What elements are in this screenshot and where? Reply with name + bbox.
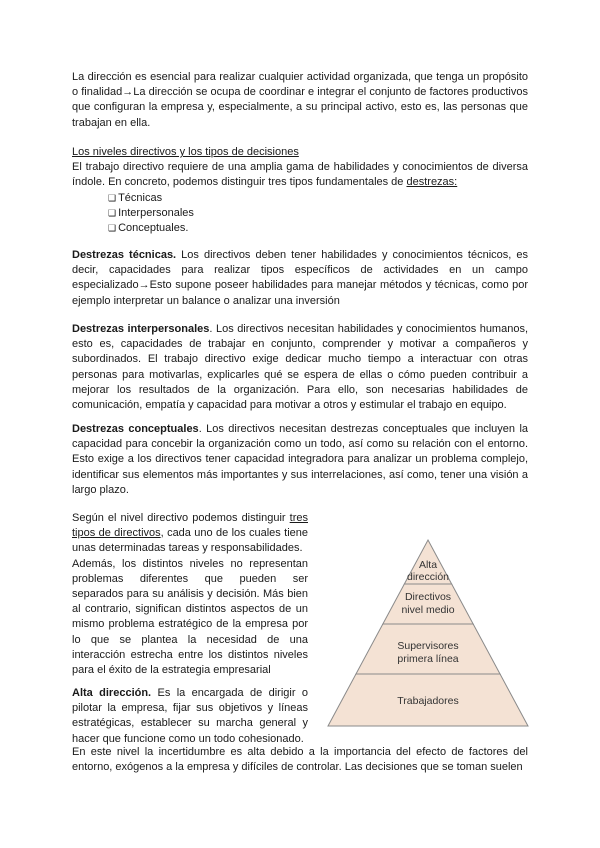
interpersonales-paragraph: Destrezas interpersonales. Los directivos necesitan habilidades y conocimientos humanos, esto es, capacidades de trabajar en conjunto, comprender y motivar a compañeros y subordinados. El trabajo directivo exige dedicar mucho tiempo a interactuar con otras personas para motivarlas, explicarles qué se espera de ellas o cómo pueden contribuir a mejorar los resultados de la organización. Para ello, son necesarias habilidades de comunicación, empatía y capacidad para motivar a otros y estimular el trabajo en equipo. xyxy=(72,323,529,412)
list-item: ❑ Técnicas xyxy=(108,191,163,204)
list-item: ❑ Interpersonales xyxy=(108,206,194,219)
conceptuales-paragraph: Destrezas conceptuales. Los directivos necesitan destrezas conceptuales que incluyen la capacidad para concebir la organización como un todo, así como su relación con el entorno. Esto exige a los directivos tener capacidad integradora para analizar un problema complejo, identificar sus elementos más importantes y sus interrelaciones, así como, tener una visión a largo plazo. xyxy=(72,423,528,496)
levels-paragraph: El trabajo directivo requiere de una amplia gama de habilidades y conocimientos de diversa índole. En concreto, podemos distinguir tres tipos fundamentales de destrezas: xyxy=(72,161,528,189)
section-heading: Los niveles directivos y los tipos de decisiones xyxy=(72,146,299,158)
list-item: ❑ Conceptuales. xyxy=(108,222,189,235)
niveles-paragraph: Según el nivel directivo podemos distinguir tres tipos de directivos, cada uno de los cuales tiene unas determinadas tareas y responsabilidades. Además, los distintos niveles no representan problemas diferentes que pueden ser separados para su análisis y decisión. Más bien al contrario, significan distintos aspectos de un mismo problema estratégico de la empresa por lo que se plantea la necesidad de una interacción estrecha entre los distintos niveles para el éxito de la estrategia empresarial xyxy=(72,512,309,677)
alta-paragraph: Alta dirección. Es la encargada de dirigir o pilotar la empresa, fijar sus objetivos y líneas estratégicas, establecer su marcha general y hacer que funcione como un todo cohesionado. xyxy=(72,687,309,745)
alta-title: Alta dirección. xyxy=(72,687,152,699)
checkbox-icon: ❑ xyxy=(108,207,117,218)
directive-pyramid xyxy=(326,538,530,728)
destrezas-link: destrezas: xyxy=(406,176,458,189)
intro-text: La dirección es esencial para realizar cualquier actividad organizada, que tenga un propósito o finalidad→La dirección se ocupa de coordinar e integrar el conjunto de factores productivos que configuran la empresa y, especialmente, a su principal activo, esto es, las personas que trabajan en ella. xyxy=(72,71,528,129)
pyramid-label: primera línea xyxy=(397,653,459,665)
pyramid-label: dirección xyxy=(406,571,450,583)
intro-paragraph xyxy=(72,70,528,131)
alta-continuation: En este nivel la incertidumbre es alta debido a la importancia del efecto de factores del entorno, exógenos a la empresa y difíciles de controlar. Las decisiones que se toman suelen xyxy=(72,746,528,774)
tipos-directivos-link: tres tipos de directivos xyxy=(72,512,308,540)
pyramid-label: nivel medio xyxy=(401,604,455,616)
tecnicas-title: Destrezas técnicas. xyxy=(72,249,177,261)
pyramid-label: Trabajadores xyxy=(397,695,459,707)
checkbox-icon: ❑ xyxy=(108,223,117,234)
pyramid-label: Supervisores xyxy=(397,640,459,652)
levels-section xyxy=(72,145,528,236)
interpersonales-title: Destrezas interpersonales xyxy=(72,323,210,335)
checkbox-icon: ❑ xyxy=(108,192,117,203)
pyramid-label: Alta xyxy=(418,559,438,571)
tecnicas-paragraph: Destrezas técnicas. Los directivos deben tener habilidades y conocimientos técnicos, es decir, capacidades para realizar tipos específicos de actividades en un campo especializado→Esto supone poseer habilidades para manejar métodos y técnicas, como por ejemplo interpretar un balance o analizar una inversión xyxy=(72,249,528,307)
conceptuales-title: Destrezas conceptuales xyxy=(72,423,199,435)
pyramid-label: Directivos xyxy=(404,591,452,603)
